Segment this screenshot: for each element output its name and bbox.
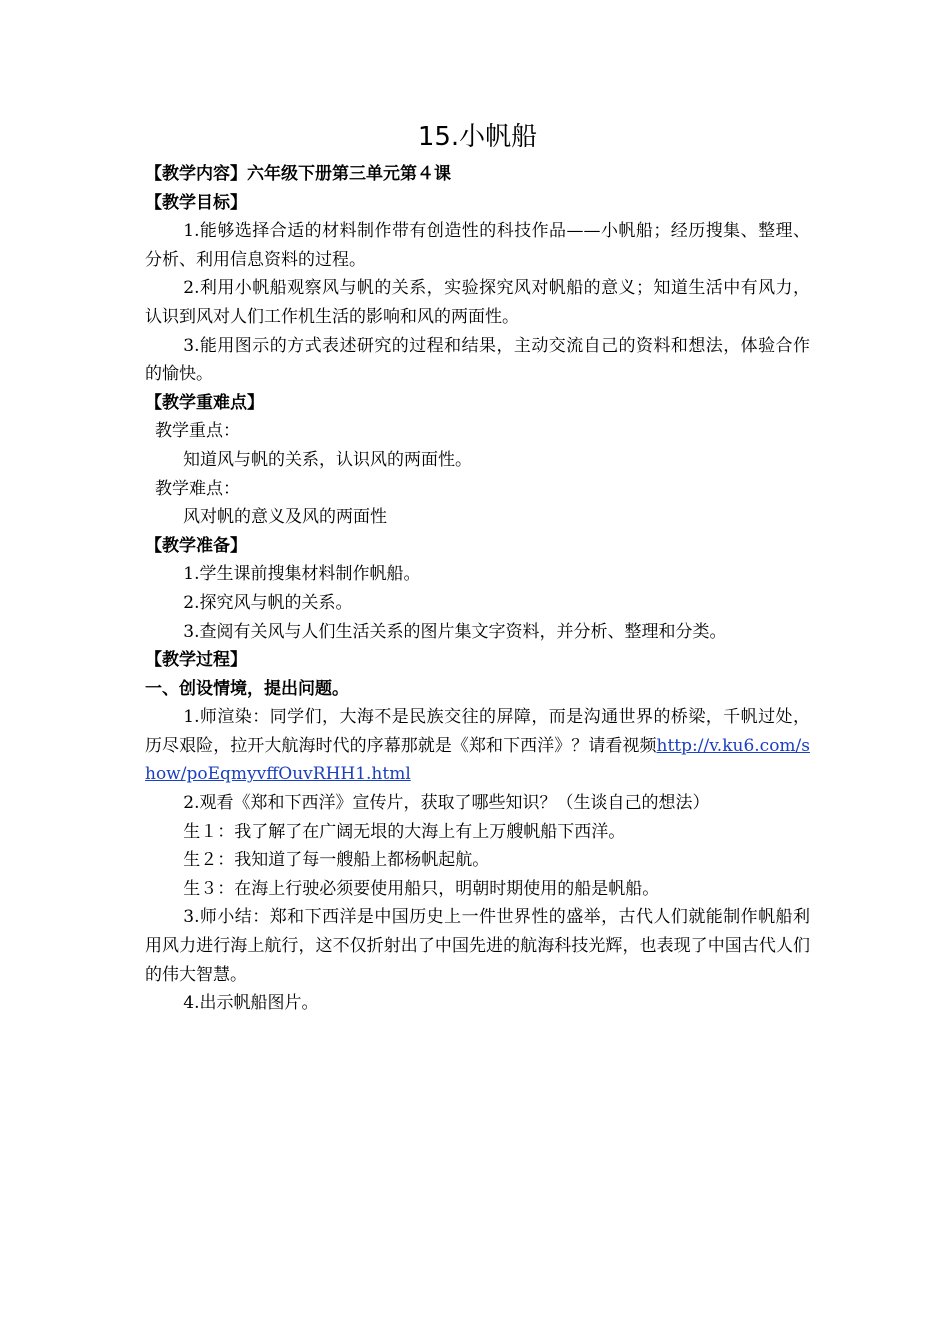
key-points-heading: 【教学重难点】 xyxy=(145,392,264,413)
video-link[interactable]: http://v.ku6.com/show/poEqmyvffOuvRHH1.html xyxy=(145,735,810,785)
goal-item: 1.能够选择合适的材料制作带有创造性的科技作品——小帆船；经历搜集、整理、分析、利用信息资料的过程。 xyxy=(145,221,810,270)
key-point-text: 知道风与帆的关系，认识风的两面性。 xyxy=(183,449,472,470)
process-step-4: 4.出示帆船图片。 xyxy=(183,993,319,1014)
content-heading: 【教学内容】六年级下册第三单元第４课 xyxy=(145,164,451,184)
process-step-1 xyxy=(145,703,810,789)
process-step-3: 3.师小结：郑和下西洋是中国历史上一件世界性的盛举，古代人们就能制作帆船利用风力进行海上航行，这不仅折射出了中国先进的航海科技光辉，也表现了中国古代人们的伟大智慧。 xyxy=(145,907,810,985)
goal-item: 2.利用小帆船观察风与帆的关系，实验探究风对帆船的意义；知道生活中有风力，认识到风对人们工作机生活的影响和风的两面性。 xyxy=(145,278,810,327)
student-answer: 生２：我知道了每一艘船上都杨帆起航。 xyxy=(183,850,490,871)
document-title: 15.小帆船 xyxy=(417,122,538,152)
preparation-item: 2.探究风与帆的关系。 xyxy=(183,592,353,613)
preparation-item: 3.查阅有关风与人们生活关系的图片集文字资料，并分析、整理和分类。 xyxy=(183,621,727,642)
student-answer: 生３：在海上行驶必须要使用船只，明朝时期使用的船是帆船。 xyxy=(183,878,660,899)
difficulty-label: 教学难点： xyxy=(155,478,240,499)
goals-heading: 【教学目标】 xyxy=(145,192,247,213)
preparation-item: 1.学生课前搜集材料制作帆船。 xyxy=(183,564,421,585)
goal-item: 3.能用图示的方式表述研究的过程和结果，主动交流自己的资料和想法，体验合作的愉快。 xyxy=(145,335,810,385)
student-answer: 生１：我了解了在广阔无垠的大海上有上万艘帆船下西洋。 xyxy=(183,821,626,842)
difficulty-text: 风对帆的意义及风的两面性 xyxy=(183,507,387,528)
section-heading: 一、创设情境，提出问题。 xyxy=(145,678,349,699)
key-point-label: 教学重点： xyxy=(155,421,240,442)
preparation-heading: 【教学准备】 xyxy=(145,535,247,556)
process-step-2: 2.观看《郑和下西洋》宣传片，获取了哪些知识？（生谈自己的想法） xyxy=(183,793,710,814)
process-heading: 【教学过程】 xyxy=(145,650,247,671)
step-1-text: 1.师渲染：同学们，大海不是民族交往的屏障，而是沟通世界的桥梁，千帆过处，历尽艰险，拉开大航海时代的序幕那就是《郑和下西洋》？请看视频 xyxy=(145,707,810,756)
document-page xyxy=(145,118,810,1018)
